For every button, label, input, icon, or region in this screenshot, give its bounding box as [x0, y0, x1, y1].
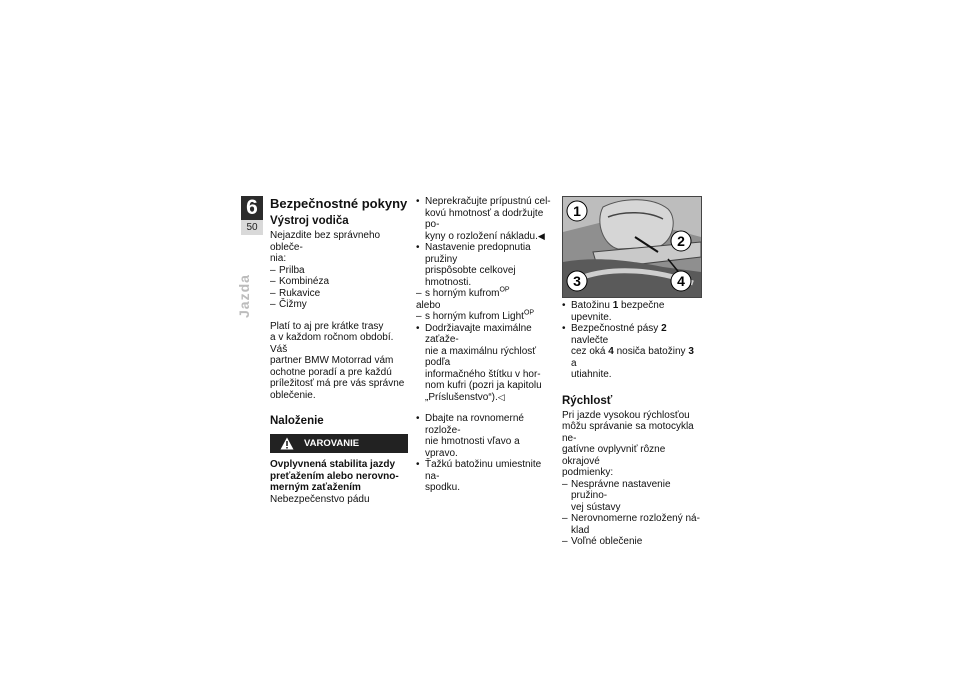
para-line: gatívne ovplyvniť rôzne okrajové: [562, 444, 666, 467]
list-item: • Batožinu 1 bezpečne upevnite.: [562, 300, 700, 323]
column-1: [270, 196, 408, 505]
gear-list: [270, 265, 408, 311]
chapter-number: 6: [241, 196, 263, 220]
list-item: – s horným kufrom$^{OP}$: [416, 288, 551, 300]
warning-banner: [270, 434, 408, 453]
warning-icon: [280, 437, 294, 450]
end-mark-outline-icon: ◁: [497, 391, 505, 402]
page-number: 50: [241, 220, 263, 235]
gear-item: – Kombinéza: [270, 276, 408, 288]
column-2: [416, 196, 551, 494]
speed-conditions: [562, 479, 700, 548]
para-line: partner BMW Motorrad vám: [270, 355, 394, 366]
photo-label-3: 3: [573, 273, 581, 289]
loading-list: [416, 196, 551, 403]
photo-label-1: 1: [573, 203, 581, 219]
warning-heading-line: merným zaťažením: [270, 482, 361, 493]
section-title-loading: Naloženie: [270, 415, 324, 427]
list-item: • Ťažkú batožinu umiestnite na- spodku.: [416, 459, 551, 494]
para-line: Platí to aj pre krátke trasy: [270, 320, 384, 332]
para-line: oblečenie.: [270, 389, 316, 401]
section-title-gear: Výstroj vodiča: [270, 215, 349, 227]
chapter-label: Jazda: [236, 274, 252, 318]
list-item: • Bezpečnostné pásy 2 navlečte cez oká 4 nosiča batožiny 3 a utiahnite.: [562, 323, 700, 381]
list-item: – Voľné oblečenie: [562, 536, 700, 548]
para-line: a v každom ročnom období. Váš: [270, 332, 394, 355]
warning-heading-line: Ovplyvnená stabilita jazdy: [270, 459, 396, 470]
section-title-speed: Rýchlosť: [562, 394, 613, 407]
photo-label-4: 4: [677, 273, 685, 289]
page-title: Bezpečnostné pokyny: [270, 196, 408, 211]
para-line: podmienky:: [562, 467, 614, 478]
photo-label-2: 2: [677, 233, 685, 249]
para-line: ochotne poradí a pre každú: [270, 366, 392, 378]
chapter-tab: [241, 196, 263, 235]
end-mark-icon: ◀: [537, 230, 545, 241]
para-line: Pri jazde vysokou rýchlosťou: [562, 409, 690, 421]
warning-label: VAROVANIE: [304, 437, 360, 449]
luggage-steps: [562, 300, 700, 381]
list-item: – Nesprávne nastavenie pružino- vej sústavy: [562, 479, 700, 514]
warning-text: Nebezpečenstvo pádu: [270, 493, 370, 505]
para-line: môžu správanie sa motocykla ne-: [562, 421, 694, 444]
gear-item: – Prilba: [270, 265, 408, 277]
gear-item: – Rukavice: [270, 288, 408, 300]
list-item: • Neprekračujte prípustnú cel- kovú hmotnosť a dodržujte po- kyny o rozložení nákladu.◀: [416, 196, 551, 242]
list-item: – s horným kufrom Light$^{OP}$: [416, 311, 551, 323]
column-3: [562, 196, 700, 548]
list-item: alebo: [416, 299, 441, 311]
intro-line-2: nia:: [270, 253, 287, 264]
gear-item: – Čižmy: [270, 299, 408, 311]
list-item: – Nerovnomerne rozložený ná- klad: [562, 513, 700, 536]
para-line: príležitosť má pre vás správne: [270, 378, 405, 389]
list-item: • Dodržiavajte maximálne zaťaže- nie a maximálnu rýchlosť podľa informačného štítku v hor- nom kufri (pozri ja kapitolu „Príslušenstvo“).◁: [416, 323, 551, 404]
intro-line-1: Nejazdite bez správneho obleče-: [270, 230, 381, 253]
list-item: • Nastavenie predopnutia pružiny prispôsobte celkovej hmotnosti.: [416, 242, 551, 288]
list-item: • Dbajte na rovnomerné rozlože- nie hmotnosti vľavo a vpravo.: [416, 413, 551, 459]
luggage-photo: [562, 196, 702, 298]
warning-heading-line: preťažením alebo nerovno-: [270, 470, 399, 482]
